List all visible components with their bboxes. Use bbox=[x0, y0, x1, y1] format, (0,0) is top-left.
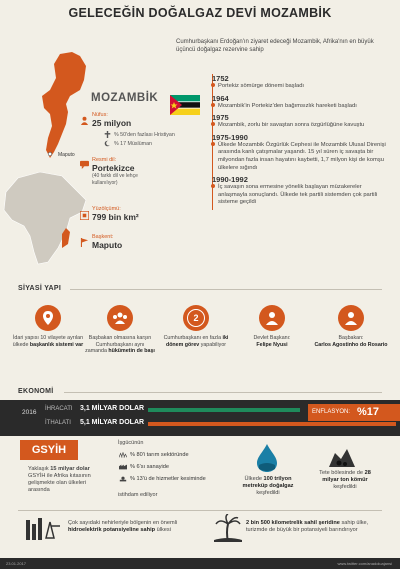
employment-row: % 13'ü de hizmetler kesiminde bbox=[130, 476, 206, 482]
capital-tag: Maputo bbox=[58, 152, 75, 158]
employment-row: % 6'sı sanayide bbox=[130, 464, 170, 470]
timeline-dot bbox=[211, 103, 215, 107]
cross-icon bbox=[104, 131, 111, 138]
timeline-dot bbox=[211, 122, 215, 126]
capital-value: Maputo bbox=[92, 240, 123, 250]
person-icon bbox=[338, 305, 364, 331]
religion-christian: % 50'den fazlası Hristiyan bbox=[114, 132, 175, 138]
flag-icon bbox=[80, 238, 89, 247]
capital-dot bbox=[48, 152, 52, 156]
timeline-year: 1975 bbox=[212, 113, 229, 123]
politics-item-terms bbox=[160, 305, 232, 348]
politics-item-pm bbox=[84, 305, 156, 355]
timeline-text: Mozambik, zorlu bir savaştan sonra özgürlüğüne kavuştu bbox=[218, 122, 365, 129]
gas-text: Ülkede 100 trilyon metreküp doğalgaz keşfedildi bbox=[242, 476, 294, 496]
hydro-dam-icon bbox=[24, 516, 64, 542]
capital-stat bbox=[92, 234, 122, 250]
coast-text: 2 bin 500 kilometrelik sahil şeridine sahip ülke, turizmde de büyük bir potansiyeli barındırıyor bbox=[246, 520, 369, 533]
palm-tree-icon bbox=[214, 514, 242, 542]
mozambique-map bbox=[40, 52, 90, 162]
timeline-item bbox=[213, 113, 392, 130]
timeline-item bbox=[213, 133, 392, 172]
politics-text: Cumhurbaşkanı en fazla iki dönem görev yapabiliyor bbox=[163, 335, 229, 348]
footer-date: 23.01.2017 bbox=[6, 561, 27, 566]
divider bbox=[70, 289, 382, 290]
capital-label: Başkent: bbox=[92, 234, 114, 240]
mozambique-flag bbox=[170, 95, 200, 115]
politics-item-pm-name bbox=[308, 305, 394, 348]
timeline-dot bbox=[211, 184, 215, 188]
timeline-item bbox=[213, 94, 392, 111]
area-stat bbox=[92, 206, 139, 222]
import-label: İTHALATI bbox=[45, 420, 71, 426]
politics-text: Devlet Başkanı: Felipe Nyusi bbox=[253, 335, 291, 348]
import-bar bbox=[148, 422, 396, 426]
timeline-year: 1975-1990 bbox=[212, 132, 248, 142]
timeline-item bbox=[213, 175, 392, 207]
service-icon bbox=[119, 476, 127, 482]
politics-text: Başbakan: Carlos Agostinho do Rosario bbox=[314, 335, 388, 348]
population-label: Nüfus: bbox=[92, 112, 108, 118]
person-icon bbox=[259, 305, 285, 331]
employment-row: % 80'i tarım sektöründe bbox=[130, 452, 189, 458]
timeline-year: 1964 bbox=[212, 93, 229, 103]
africa-map bbox=[0, 170, 95, 270]
timeline-year: 1752 bbox=[212, 74, 229, 83]
population-icon bbox=[80, 116, 89, 125]
politics-heading: SİYASİ YAPI bbox=[18, 285, 62, 292]
divider bbox=[64, 392, 382, 393]
timeline-text: İç savaşın sona ermesine yönelik başlayan müzakereler anlaşmayla sonuçlandı. Ülkede tek partili sistemden çok partili sisteme geçildi bbox=[218, 184, 378, 206]
economy-heading: EKONOMİ bbox=[18, 388, 54, 395]
area-value: 799 bin km² bbox=[92, 212, 139, 222]
population-value: 25 milyon bbox=[92, 118, 132, 128]
timeline-year: 1990-1992 bbox=[212, 175, 248, 185]
inflation-value: %17 bbox=[357, 406, 380, 418]
number-two-icon: 2 bbox=[183, 305, 209, 331]
coal-mine-icon bbox=[327, 445, 357, 467]
religion-muslim: % 17 Müslüman bbox=[114, 141, 152, 147]
timeline-text: Portekiz sömürge dönemi başladı bbox=[218, 83, 305, 89]
politics-text: Başbakan olmasına karşın Cumhurbaşkanı aynı zamanda hükümetin de başı bbox=[85, 335, 155, 355]
population-stat bbox=[92, 112, 131, 128]
language-icon bbox=[80, 160, 89, 169]
gas-drop-icon bbox=[253, 443, 281, 473]
politics-item-admin bbox=[12, 305, 84, 348]
subtitle: Cumhurbaşkanı Erdoğan'ın ziyaret edeceği Mozambik, Afrika'nın en büyük üçüncü doğalgaz rezervine sahip bbox=[176, 39, 374, 53]
language-value: Portekizce bbox=[92, 163, 135, 173]
employment-heading: İşgücünün bbox=[118, 440, 144, 446]
history-timeline bbox=[212, 74, 392, 210]
farm-icon bbox=[119, 452, 127, 458]
timeline-dot bbox=[211, 83, 215, 87]
people-icon bbox=[107, 305, 133, 331]
footer-site: www.twitter.com/anadoluajansi bbox=[337, 561, 392, 566]
map-pin-icon bbox=[35, 305, 61, 331]
politics-text: İdari yapısı 10 vilayete ayrılan ülkede başkanlık sistemi var bbox=[12, 335, 84, 348]
inflation-label: ENFLASYON: bbox=[312, 409, 351, 415]
politics-item-president bbox=[236, 305, 308, 348]
divider bbox=[18, 510, 382, 511]
coal-text: Tete bölesinde de 28 milyar ton kömür keşfedildi bbox=[319, 470, 371, 490]
timeline-dot bbox=[211, 142, 215, 146]
import-value: 5,1 MİLYAR DOLAR bbox=[80, 419, 145, 426]
timeline-text: Ülkede Mozambik Özgürlük Cephesi ile Mozambik Ulusal Direnişi arasında kanlı çatışmalar yaşandı. 15 yıl süren iç savaşta bir milyondan fazla insan hayatını kaybetti, 1,7 milyon kişi de komşu ülkelere sığındı bbox=[218, 141, 386, 171]
page-title: GELECEĞİN DOĞALGAZ DEVİ MOZAMBİK bbox=[68, 6, 332, 20]
language-stat bbox=[92, 157, 154, 186]
factory-icon bbox=[119, 464, 127, 470]
crescent-icon bbox=[104, 140, 111, 147]
export-bar bbox=[148, 408, 300, 412]
country-name: MOZAMBİK bbox=[91, 92, 159, 104]
gsyih-badge: GSYİH bbox=[20, 440, 78, 460]
export-value: 3,1 MİLYAR DOLAR bbox=[80, 405, 145, 412]
language-note: (40 farklı dil ve lehçe kullanılıyor) bbox=[92, 173, 138, 186]
timeline-item bbox=[213, 74, 392, 91]
timeline-text: Mozambik'in Portekiz'den bağımsızlık hareketi başladı bbox=[218, 102, 357, 109]
hydro-text: Çok sayıdaki nehirleriyle bölgenin en önemli hidroelektrik potansiyeline sahip ülkesi bbox=[68, 520, 178, 533]
gsyih-text: Yaklaşık 15 milyar dolar GSYİH ile Afrika kıtasının gelişmekte olan ülkeleri arasında bbox=[28, 466, 91, 493]
area-label: Yüzölçümü: bbox=[92, 206, 121, 212]
economy-year: 2016 bbox=[22, 409, 37, 416]
employment-footer: istihdam ediliyor bbox=[118, 492, 158, 498]
area-icon bbox=[80, 211, 89, 220]
language-label: Resmi dil: bbox=[92, 157, 117, 163]
export-label: İHRACATI bbox=[45, 406, 73, 412]
